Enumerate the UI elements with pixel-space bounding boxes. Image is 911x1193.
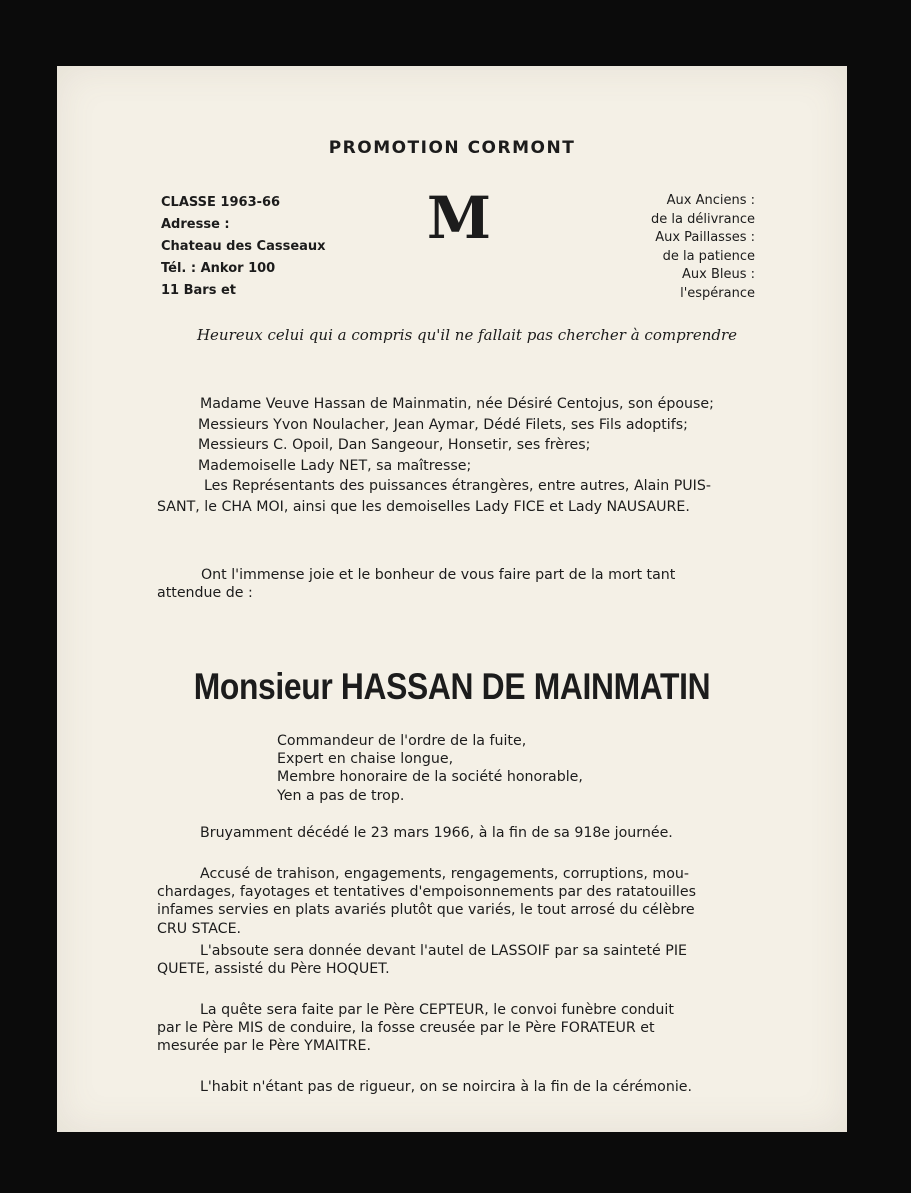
accusation-line: CRU STACE. bbox=[157, 920, 242, 937]
quete-line: La quête sera faite par le Père CEPTEUR, le convoi funèbre conduit bbox=[200, 1002, 674, 1018]
family-line: Mademoiselle Lady NET, sa maîtresse; bbox=[198, 457, 472, 474]
initial-letter: M bbox=[426, 184, 492, 252]
family-line: Les Représentants des puissances étrangères, entre autres, Alain PUIS- bbox=[204, 478, 711, 495]
notice-paper bbox=[57, 66, 847, 1132]
title-line: Commandeur de l'ordre de la fuite, bbox=[277, 733, 527, 749]
family-line: Messieurs Yvon Noulacher, Jean Aymar, Dédé Filets, ses Fils adoptifs; bbox=[198, 416, 688, 433]
closing-paragraph bbox=[157, 1078, 777, 1096]
death-paragraph bbox=[157, 824, 777, 842]
family-line: SANT, le CHA MOI, ainsi que les demoiselles Lady FICE et Lady NAUSAURE. bbox=[157, 498, 690, 515]
announcement-line: Ont l'immense joie et le bonheur de vous faire part de la mort tant bbox=[201, 567, 676, 583]
promotion-title: PROMOTION CORMONT bbox=[328, 138, 576, 158]
accusation-paragraph bbox=[157, 865, 777, 938]
absoute-line: L'absoute sera donnée devant l'autel de LASSOIF par sa sainteté PIE bbox=[200, 943, 687, 959]
title-line: Expert en chaise longue, bbox=[277, 751, 454, 768]
absoute-line: QUETE, assisté du Père HOQUET. bbox=[157, 961, 390, 978]
closing-line: L'habit n'étant pas de rigueur, on se noircira à la fin de la cérémonie. bbox=[200, 1079, 692, 1095]
family-line: Madame Veuve Hassan de Mainmatin, née Désiré Centojus, son épouse; bbox=[200, 396, 714, 412]
accusation-line: infames servies en plats avariés plutôt que variés, le tout arrosé du célèbre bbox=[157, 902, 695, 919]
accusation-line: Accusé de trahison, engagements, rengagements, corruptions, mou- bbox=[200, 866, 689, 882]
motto: Heureux celui qui a compris qu'il ne fallait pas chercher à comprendre bbox=[196, 326, 738, 344]
dedication-line: Aux Paillasses : bbox=[655, 230, 755, 246]
dedication-line: l'espérance bbox=[680, 285, 755, 301]
absoute-paragraph bbox=[157, 942, 777, 978]
announcement bbox=[157, 566, 757, 602]
accusation-line: chardages, fayotages et tentatives d'empoisonnements par des ratatouilles bbox=[157, 884, 696, 901]
class-line: CLASSE 1963-66 bbox=[161, 195, 281, 210]
dedication-line: de la délivrance bbox=[651, 211, 755, 227]
honorific-titles bbox=[277, 732, 583, 805]
title-line: Yen a pas de trop. bbox=[277, 787, 405, 804]
dedication-line: Aux Bleus : bbox=[681, 267, 755, 283]
announcement-line: attendue de : bbox=[157, 585, 253, 601]
death-line: Bruyamment décédé le 23 mars 1966, à la fin de sa 918e journée. bbox=[200, 825, 673, 841]
family-line: Messieurs C. Opoil, Dan Sangeour, Honsetir, ses frères; bbox=[198, 437, 591, 454]
phone-line: Tél. : Ankor 100 bbox=[161, 261, 276, 276]
quete-line: mesurée par le Père YMAITRE. bbox=[157, 1038, 371, 1055]
bars-line: 11 Bars et bbox=[161, 283, 237, 298]
quete-paragraph bbox=[157, 1001, 777, 1056]
deceased-name: Monsieur HASSAN DE MAINMATIN bbox=[193, 666, 711, 707]
family-list bbox=[157, 394, 777, 518]
title-line: Membre honoraire de la société honorable, bbox=[277, 769, 583, 786]
dedication-line: Aux Anciens : bbox=[666, 193, 755, 208]
dedication-block bbox=[651, 192, 755, 304]
address-line: Chateau des Casseaux bbox=[161, 239, 326, 254]
address-label: Adresse : bbox=[161, 217, 230, 232]
class-address-block bbox=[161, 192, 326, 302]
dedication-line: de la patience bbox=[662, 248, 755, 264]
quete-line: par le Père MIS de conduire, la fosse creusée par le Père FORATEUR et bbox=[157, 1020, 655, 1037]
